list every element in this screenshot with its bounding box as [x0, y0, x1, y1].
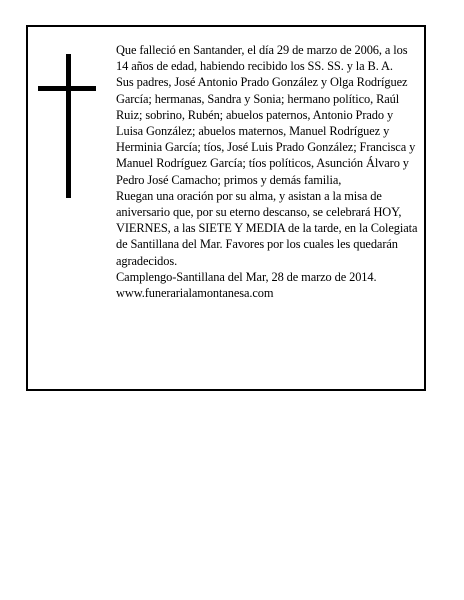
latin-cross-icon: [38, 54, 96, 198]
obituary-notice: [26, 25, 426, 391]
family-list: Sus padres, José Antonio Prado González y Olga Rodríguez García; hermanas, Sandra y Sonia; hermano político, Raúl Ruiz; sobrino, Rubén; abuelos paternos, Antonio Prado y Luisa González; abuelos maternos, Manuel Rodríguez y Herminia García; tíos, José Luis Prado González; Francisca y Manuel Rodríguez García; tíos políticos, Asunción Álvaro y Pedro José Camacho; primos y demás familia,: [116, 75, 416, 187]
funeral-home-website: www.funerarialamontanesa.com: [116, 286, 274, 301]
death-announcement: Que falleció en Santander, el día 29 de marzo de 2006, a los 14 años de edad, habiendo recibido los SS. SS. y la B. A.: [116, 43, 408, 74]
mass-invitation: Ruegan una oración por su alma, y asistan a la misa de aniversario que, por su eterno descanso, se celebrará HOY, VIERNES, a las SIETE Y MEDIA de la tarde, en la Colegiata de Santillana del Mar. Favores por los cuales les quedarán agradecidos.: [116, 188, 418, 268]
place-and-date: Camplengo-Santillana del Mar, 28 de marzo de 2014.: [116, 269, 377, 284]
obituary-text: [116, 42, 422, 301]
cross-vertical-bar: [66, 54, 71, 198]
cross-horizontal-bar: [38, 86, 96, 91]
